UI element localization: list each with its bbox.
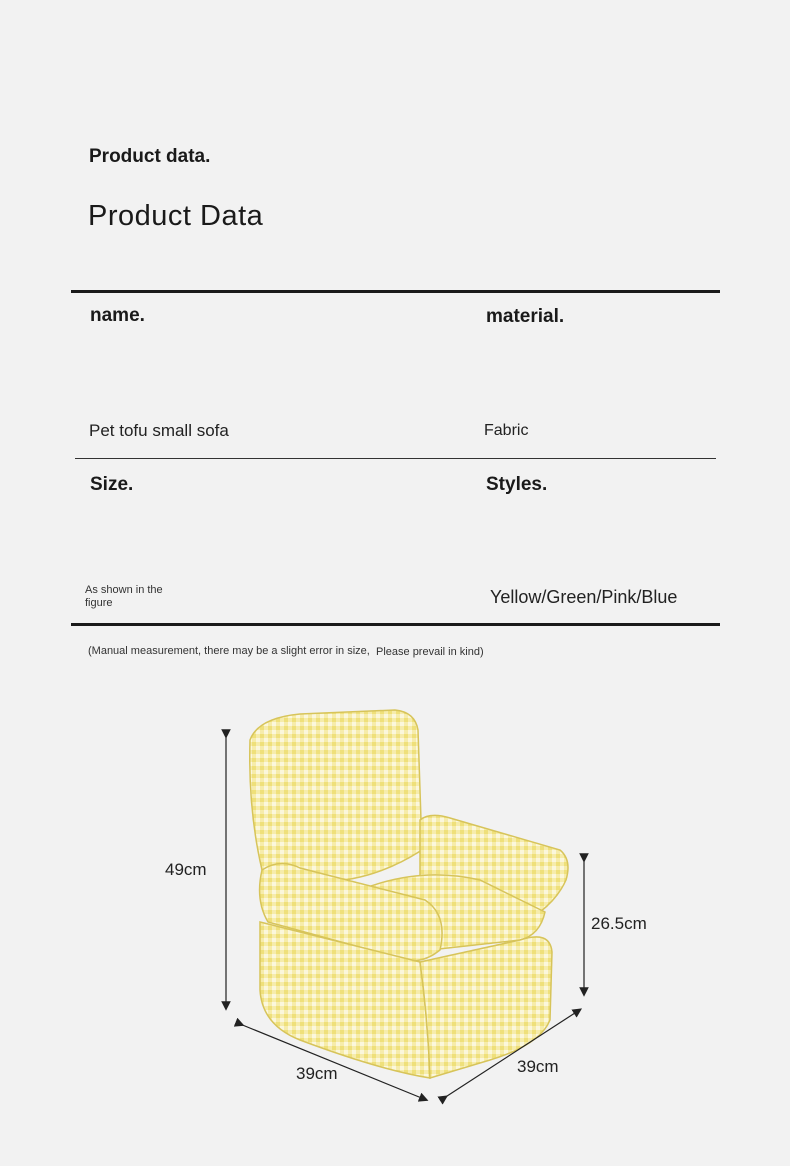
size-value: As shown in the figure: [85, 584, 163, 609]
measurement-note: (Manual measurement, there may be a slight error in size,: [88, 645, 370, 657]
size-label: Size.: [90, 474, 134, 495]
styles-value: Yellow/Green/Pink/Blue: [490, 587, 678, 607]
height-dimension: 49cm: [165, 860, 207, 879]
styles-label: Styles.: [486, 474, 548, 495]
depth-dimension: 39cm: [517, 1057, 559, 1076]
section-label: Product data.: [89, 146, 211, 167]
table-top-rule: [71, 290, 720, 293]
seat-height-dimension: 26.5cm: [591, 914, 647, 933]
name-label: name.: [90, 305, 145, 326]
material-label: material.: [486, 306, 565, 327]
table-bottom-rule: [71, 623, 720, 626]
width-dimension: 39cm: [296, 1064, 338, 1083]
material-value: Fabric: [484, 422, 529, 439]
sofa-backrest: [250, 710, 422, 882]
name-value: Pet tofu small sofa: [89, 421, 229, 440]
sofa-product-image: [0, 690, 790, 1166]
measurement-note-suffix: Please prevail in kind): [376, 646, 484, 658]
page-title: Product Data: [88, 200, 264, 232]
table-middle-rule: [75, 458, 716, 459]
